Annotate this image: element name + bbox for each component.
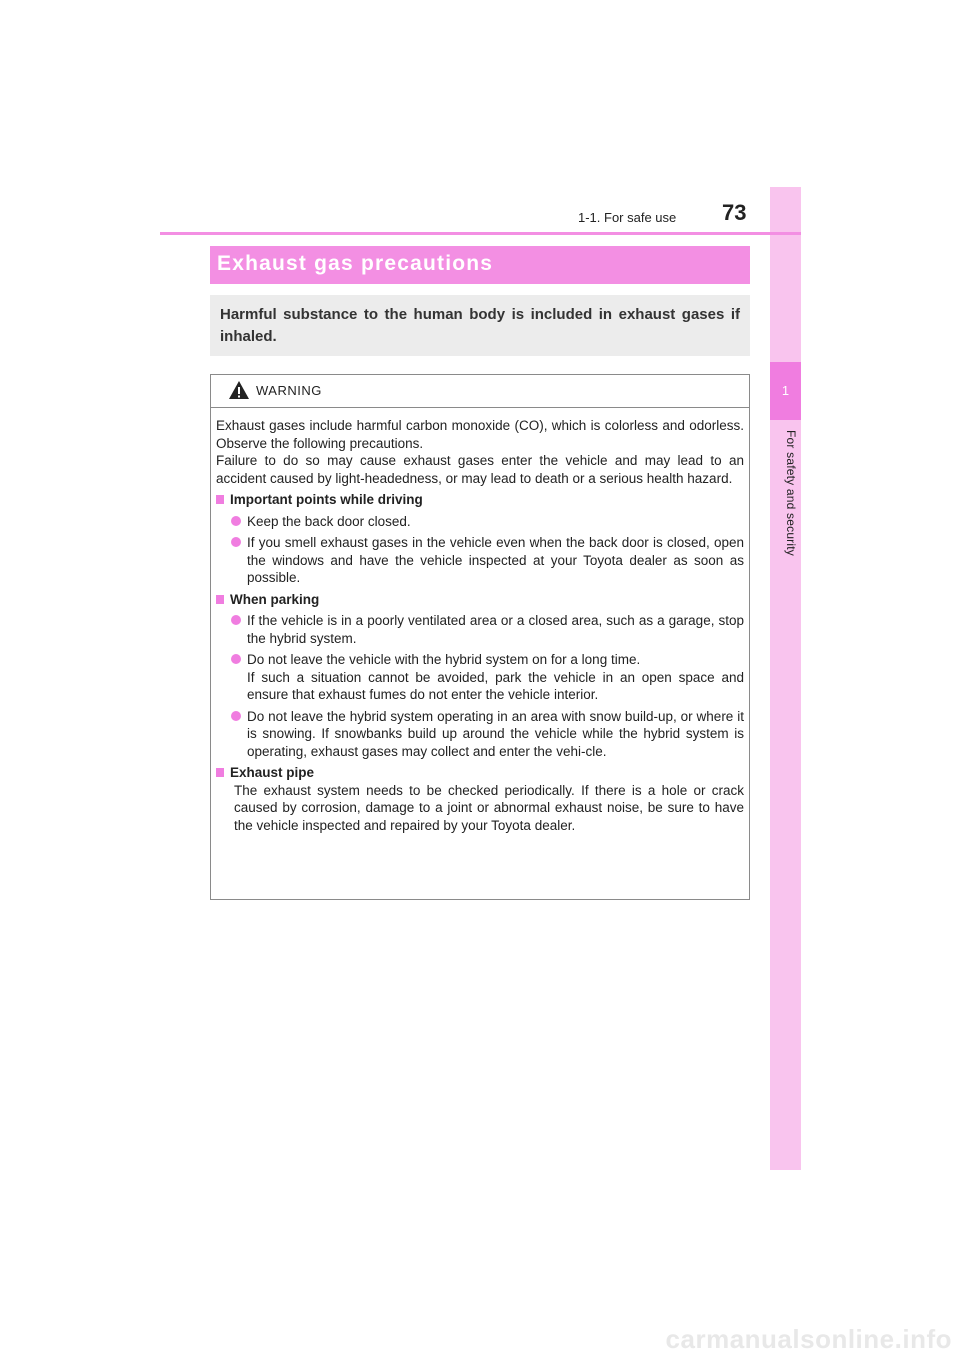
subheading-exhaust-pipe: Exhaust pipe bbox=[216, 764, 744, 782]
warning-paragraph-1: Exhaust gases include harmful carbon monoxide (CO), which is colorless and odorless. Observe the following precautions. bbox=[216, 418, 744, 451]
warning-triangle-icon bbox=[228, 380, 250, 400]
warning-paragraph-2: Failure to do so may cause exhaust gases enter the vehicle and may lead to an accident caused by light-headedness, or may lead to death or a serious health hazard. bbox=[216, 453, 744, 486]
chapter-side-tab bbox=[770, 187, 801, 1170]
square-bullet-icon bbox=[216, 768, 224, 777]
warning-box bbox=[210, 374, 750, 900]
square-bullet-icon bbox=[216, 495, 224, 504]
list-item: If the vehicle is in a poorly ventilated area or a closed area, such as a garage, stop the hybrid system. bbox=[216, 612, 744, 647]
watermark: carmanualsonline.info bbox=[665, 1324, 952, 1354]
warning-header bbox=[211, 375, 749, 408]
chapter-number: 1 bbox=[770, 362, 801, 420]
round-bullet-icon bbox=[231, 615, 241, 625]
list-item: Do not leave the hybrid system operating in an area with snow build-up, or where it is snowing. If snowbanks build up around the vehicle while the hybrid system is operating, exhaust gases may collect and enter the vehi-cle. bbox=[216, 708, 744, 761]
page-number: 73 bbox=[722, 200, 747, 225]
exhaust-pipe-text: The exhaust system needs to be checked periodically. If there is a hole or crack caused by corrosion, damage to a joint or abnormal exhaust noise, be sure to have the vehicle inspected and repaired by your Toyota dealer. bbox=[234, 782, 744, 833]
warning-label: WARNING bbox=[256, 383, 322, 398]
title-bar bbox=[210, 246, 750, 284]
round-bullet-icon bbox=[231, 711, 241, 721]
round-bullet-icon bbox=[231, 516, 241, 526]
header-rule bbox=[160, 232, 801, 235]
list-item-continuation: If such a situation cannot be avoided, park the vehicle in an open space and ensure that exhaust fumes do not enter the vehicle interior. bbox=[247, 669, 744, 702]
warning-body bbox=[216, 417, 744, 834]
intro-text: Harmful substance to the human body is included in exhaust gases if inhaled. bbox=[220, 306, 740, 345]
round-bullet-icon bbox=[231, 654, 241, 664]
list-item: Do not leave the vehicle with the hybrid system on for a long time. If such a situation cannot be avoided, park the vehicle in an open space and ensure that exhaust fumes do not enter the vehicle interior. bbox=[216, 651, 744, 704]
subheading-parking: When parking bbox=[216, 591, 744, 609]
round-bullet-icon bbox=[231, 537, 241, 547]
list-item: Keep the back door closed. bbox=[216, 513, 744, 531]
section-label: 1-1. For safe use bbox=[578, 210, 677, 225]
subheading-driving: Important points while driving bbox=[216, 491, 744, 509]
chapter-title: For safety and security bbox=[784, 430, 798, 556]
page-title: Exhaust gas precautions bbox=[217, 252, 494, 275]
intro-box bbox=[210, 295, 750, 356]
list-item: If you smell exhaust gases in the vehicle even when the back door is closed, open the windows and have the vehicle inspected at your Toyota dealer as soon as possible. bbox=[216, 534, 744, 587]
square-bullet-icon bbox=[216, 595, 224, 604]
